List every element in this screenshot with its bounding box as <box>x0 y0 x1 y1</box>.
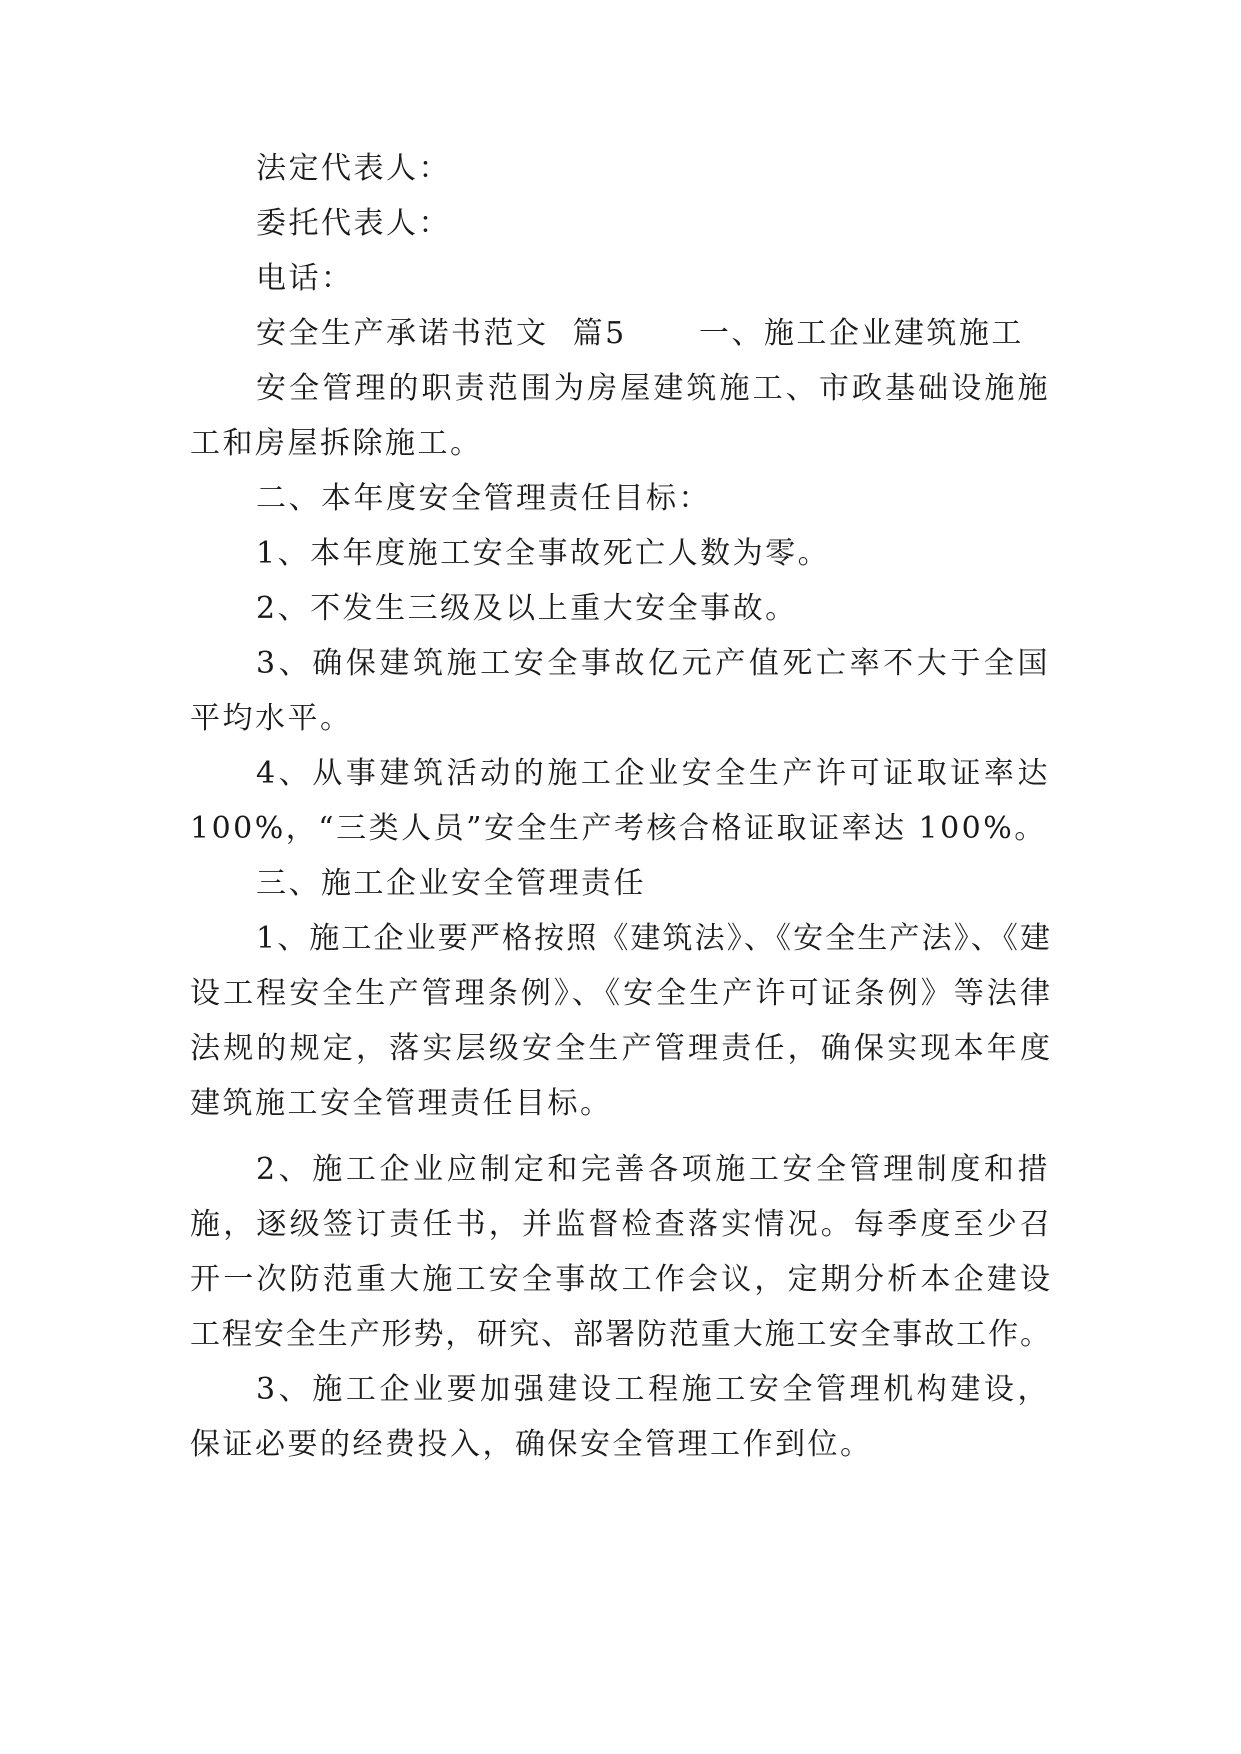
text-line: 工和房屋拆除施工。 <box>190 426 483 461</box>
text-line: 保证必要的经费投入，确保安全管理工作到位。 <box>190 1427 873 1462</box>
text-line: 安全管理的职责范围为房屋建筑施工、市政基础设施施 <box>256 371 1050 406</box>
text-line: 施，逐级签订责任书，并监督检查落实情况。每季度至少召 <box>190 1207 1050 1242</box>
text-line: 工程安全生产形势，研究、部署防范重大施工安全事故工作。 <box>190 1317 1050 1352</box>
text-line: 1、本年度施工安全事故死亡人数为零。 <box>256 536 831 571</box>
text-line: 法规的规定，落实层级安全生产管理责任，确保实现本年度 <box>190 1031 1050 1066</box>
text-line: 开一次防范重大施工安全事故工作会议，定期分析本企建设 <box>190 1262 1050 1297</box>
text-line: 1、施工企业要严格按照《建筑法》、《安全生产法》、《建 <box>256 921 1050 956</box>
text-line: 2、不发生三级及以上重大安全事故。 <box>256 591 798 626</box>
text-line: 4、从事建筑活动的施工企业安全生产许可证取证率达 <box>256 756 1050 791</box>
text-line: 平均水平。 <box>190 701 353 736</box>
text-line: 3、施工企业要加强建设工程施工安全管理机构建设， <box>256 1372 1050 1407</box>
text-line: 法定代表人： <box>256 151 451 186</box>
text-line: 建筑施工安全管理责任目标。 <box>190 1086 613 1121</box>
text-line: 3、确保建筑施工安全事故亿元产值死亡率不大于全国 <box>256 646 1050 681</box>
text-line: 电话： <box>256 261 354 296</box>
text-line: 设工程安全生产管理条例》、《安全生产许可证条例》等法律 <box>190 976 1050 1011</box>
text-line: 委托代表人： <box>256 206 451 241</box>
text-line: 二、本年度安全管理责任目标： <box>256 481 711 516</box>
text-line: 100%，“三类人员”安全生产考核合格证取证率达 100%。 <box>190 811 1047 846</box>
text-line: 三、施工企业安全管理责任 <box>256 866 646 901</box>
text-line: 安全生产承诺书范文 篇5 一、施工企业建筑施工 <box>256 316 1024 351</box>
text-line: 2、施工企业应制定和完善各项施工安全管理制度和措 <box>256 1152 1050 1187</box>
